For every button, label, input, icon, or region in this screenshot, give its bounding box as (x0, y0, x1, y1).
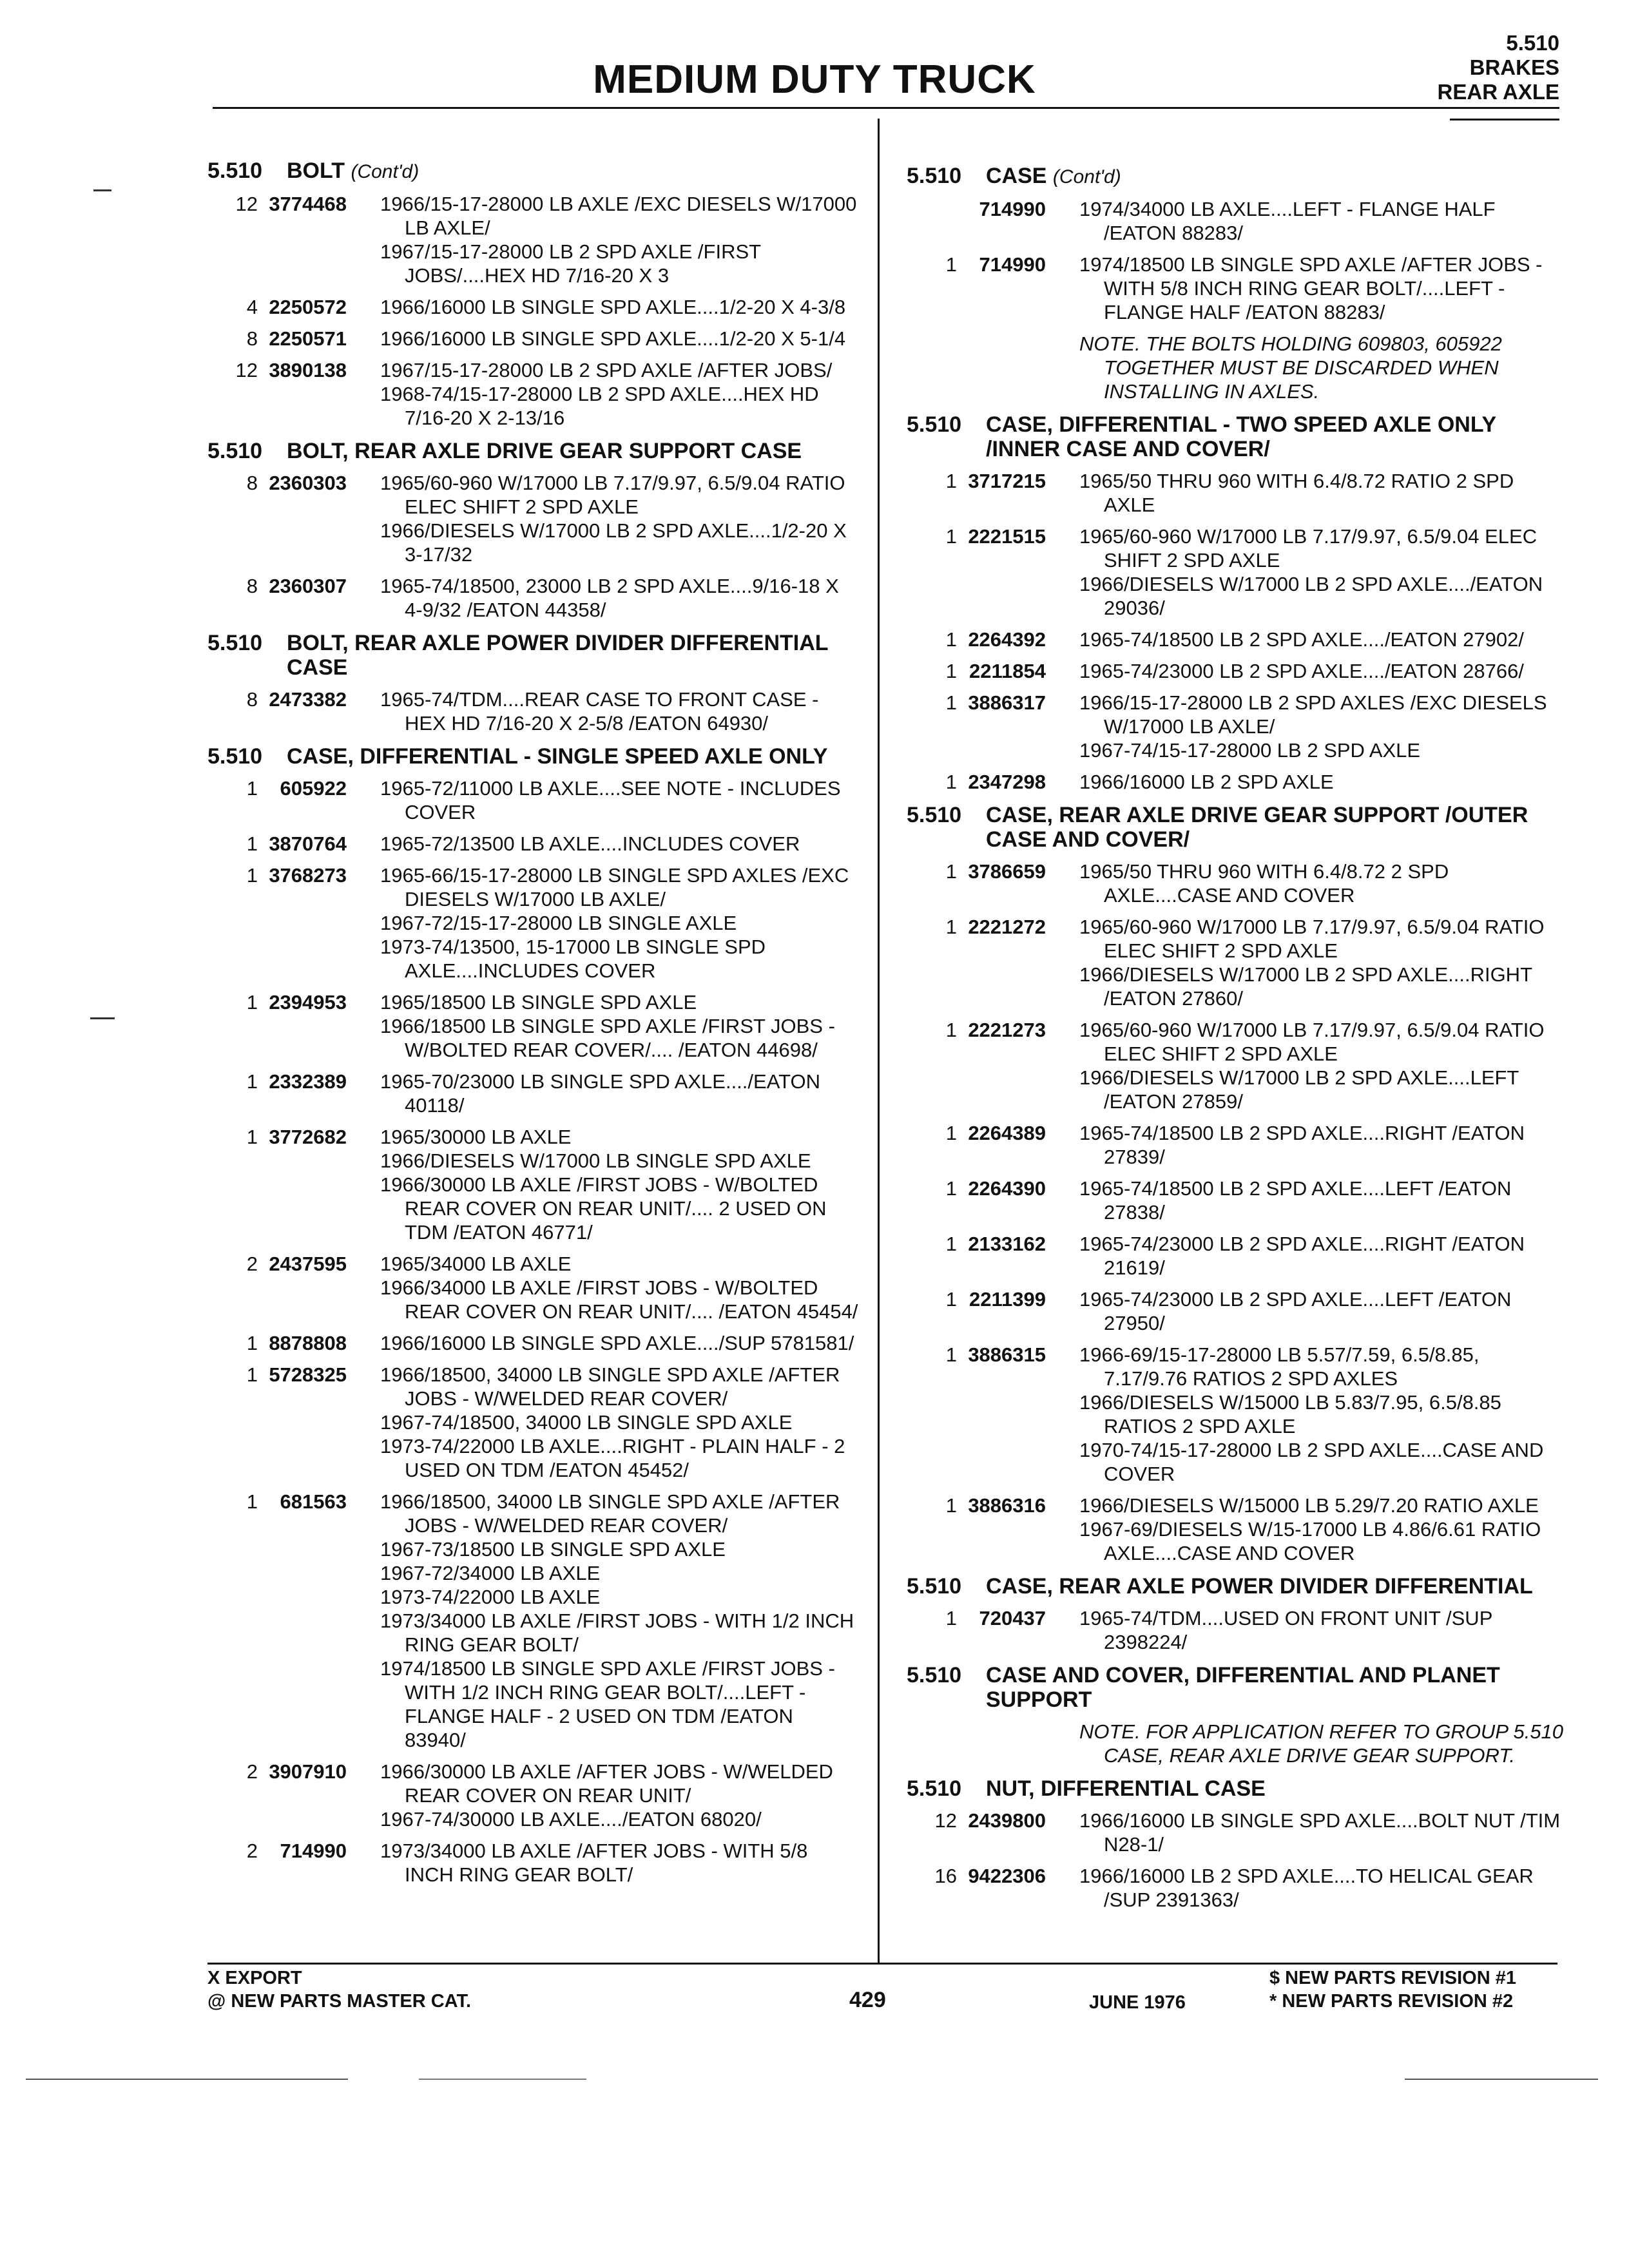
quantity: 8 (246, 472, 258, 494)
quantity: 1 (945, 1343, 957, 1366)
part-number: 3768273 (269, 864, 347, 887)
application-line: 1966/DIESELS W/15000 LB 5.83/7.95, 6.5/8.85 RATIOS 2 SPD AXLE (1079, 1391, 1501, 1437)
descriptions (380, 1252, 858, 1323)
descriptions (1079, 915, 1564, 1010)
part-entry (207, 1490, 858, 1752)
descriptions (380, 192, 858, 287)
quantity: 1 (246, 832, 258, 855)
part-entry (907, 253, 1564, 324)
margin-mark (90, 1017, 115, 1019)
part-entry (907, 1494, 1564, 1565)
section-heading (207, 744, 858, 769)
part-number: 3717215 (968, 470, 1046, 492)
application-line: 1966/DIESELS W/15000 LB 5.29/7.20 RATIO AXLE (1079, 1494, 1539, 1517)
part-number: 2221515 (968, 525, 1046, 548)
section-heading (907, 1663, 1564, 1712)
quantity: 8 (246, 688, 258, 711)
section-heading (907, 803, 1564, 852)
quantity: 1 (945, 691, 957, 714)
part-number: 2211854 (969, 660, 1046, 682)
application-line: 1973-74/13500, 15-17000 LB SINGLE SPD AXLE....INCLUDES COVER (380, 936, 766, 982)
application-line: 1970-74/15-17-28000 LB 2 SPD AXLE....CASE AND COVER (1079, 1439, 1544, 1485)
part-number: 2264392 (968, 628, 1046, 651)
quantity: 1 (246, 777, 258, 800)
application-line: 1967-74/15-17-28000 LB 2 SPD AXLE (1079, 739, 1421, 762)
application-line: 1965-74/18500 LB 2 SPD AXLE....LEFT /EATON 27838/ (1079, 1177, 1512, 1224)
descriptions (380, 327, 858, 351)
footer-rule (207, 1963, 1557, 1965)
section-corner-label (1438, 31, 1559, 104)
part-entry (907, 1121, 1564, 1169)
quantity: 1 (945, 525, 957, 548)
section-title (287, 744, 858, 769)
application-line: 1966/16000 LB SINGLE SPD AXLE..../SUP 5781581/ (380, 1332, 854, 1354)
application-line: 1965-74/23000 LB 2 SPD AXLE..../EATON 28766/ (1079, 660, 1524, 682)
descriptions (1079, 1343, 1564, 1486)
descriptions (380, 1760, 858, 1831)
section-heading (907, 164, 1564, 189)
part-entry (207, 776, 858, 824)
part-entry (207, 832, 858, 856)
application-line: 1965/18500 LB SINGLE SPD AXLE (380, 991, 697, 1014)
part-entry (207, 192, 858, 287)
descriptions (380, 832, 858, 856)
quantity: 2 (246, 1840, 258, 1862)
quantity: 1 (945, 916, 957, 938)
part-number: 3886315 (968, 1343, 1046, 1366)
application-line: 1965-74/18500, 23000 LB 2 SPD AXLE....9/16-18 X 4-9/32 /EATON 44358/ (380, 575, 839, 621)
margin-mark (419, 2079, 586, 2080)
footer-legend-right (1269, 1966, 1516, 2013)
part-number: 2347298 (968, 771, 1046, 793)
footer-legend-left (207, 1966, 471, 2013)
application-line: 1965/50 THRU 960 WITH 6.4/8.72 2 SPD AXLE....CASE AND COVER (1079, 860, 1449, 907)
quantity: 12 (235, 359, 258, 381)
part-number: 714990 (280, 1840, 347, 1862)
section-title-text: CASE AND COVER, DIFFERENTIAL AND PLANET SUPPORT (986, 1663, 1500, 1712)
application-line: 1965-72/11000 LB AXLE....SEE NOTE - INCLUDES COVER (380, 777, 841, 823)
section-title-text: CASE, DIFFERENTIAL - SINGLE SPEED AXLE ONLY (287, 744, 828, 769)
application-line: 1966/DIESELS W/17000 LB 2 SPD AXLE....LEFT /EATON 27859/ (1079, 1066, 1519, 1113)
part-entry (907, 1177, 1564, 1224)
header-rule-right (1450, 119, 1559, 120)
margin-mark (1405, 2079, 1598, 2080)
column-divider (878, 119, 880, 1963)
note-text: NOTE. FOR APPLICATION REFER TO GROUP 5.510 CASE, REAR AXLE DRIVE GEAR SUPPORT. (1079, 1720, 1564, 1767)
margin-mark (26, 2079, 348, 2080)
part-number: 605922 (280, 777, 347, 800)
quantity: 1 (246, 1332, 258, 1354)
descriptions (380, 295, 858, 319)
section-title (986, 1663, 1564, 1712)
quantity: 8 (246, 575, 258, 597)
descriptions (1079, 197, 1564, 245)
quantity: 1 (945, 1288, 957, 1311)
section-heading (907, 1574, 1564, 1599)
application-line: 1974/18500 LB SINGLE SPD AXLE /FIRST JOBS - WITH 1/2 INCH RING GEAR BOLT/....LEFT - FLANGE HALF - 2 USED ON TDM /EATON 83940/ (380, 1657, 835, 1751)
quantity: 1 (945, 1122, 957, 1144)
application-line: 1967-72/34000 LB AXLE (380, 1562, 601, 1584)
descriptions (380, 1331, 858, 1355)
quantity: 1 (945, 660, 957, 682)
part-entry (207, 574, 858, 622)
application-line: 1973-74/22000 LB AXLE (380, 1586, 601, 1608)
descriptions (380, 687, 858, 735)
descriptions (1079, 628, 1564, 651)
quantity: 1 (945, 771, 957, 793)
application-line: 1966/16000 LB 2 SPD AXLE....TO HELICAL GEAR /SUP 2391363/ (1079, 1865, 1534, 1911)
section-title-text: CASE, REAR AXLE DRIVE GEAR SUPPORT /OUTER CASE AND COVER/ (986, 803, 1528, 852)
application-line: 1966/DIESELS W/17000 LB SINGLE SPD AXLE (380, 1149, 811, 1172)
application-line: 1973-74/22000 LB AXLE....RIGHT - PLAIN HALF - 2 USED ON TDM /EATON 45452/ (380, 1435, 845, 1481)
section-number: 5.510 (907, 1574, 962, 1599)
section-number: 5.510 (1506, 31, 1559, 55)
quantity: 1 (246, 1490, 258, 1513)
part-number: 3774468 (269, 193, 347, 215)
part-entry (907, 1287, 1564, 1335)
section-contd: (Cont'd) (1052, 166, 1121, 187)
quantity: 1 (246, 1363, 258, 1386)
section-number: 5.510 (907, 1663, 962, 1687)
subgroup-name: REAR AXLE (1437, 80, 1559, 104)
part-number: 3890138 (269, 359, 347, 381)
application-line: 1965-74/TDM....REAR CASE TO FRONT CASE - HEX HD 7/16-20 X 2-5/8 /EATON 64930/ (380, 688, 819, 735)
section-title (986, 803, 1564, 852)
quantity (907, 197, 957, 245)
part-entry (207, 1839, 858, 1887)
section-number: 5.510 (907, 412, 962, 437)
part-entry (207, 1252, 858, 1323)
part-number: 2133162 (968, 1233, 1046, 1255)
application-line: 1966/30000 LB AXLE /FIRST JOBS - W/BOLTED REAR COVER ON REAR UNIT/.... 2 USED ON TDM /EATON 46771/ (380, 1173, 827, 1244)
part-entry (207, 327, 858, 351)
part-number: 3907910 (269, 1760, 347, 1783)
descriptions (380, 1490, 858, 1752)
descriptions (380, 1363, 858, 1482)
part-entry (207, 1363, 858, 1482)
section-contd: (Cont'd) (351, 161, 419, 182)
part-number: 720437 (979, 1607, 1046, 1629)
section-title-text: CASE, DIFFERENTIAL - TWO SPEED AXLE ONLY /INNER CASE AND COVER/ (986, 412, 1496, 461)
descriptions (1079, 1018, 1564, 1113)
quantity: 1 (945, 860, 957, 883)
descriptions (380, 358, 858, 430)
section-title (986, 1574, 1564, 1599)
quantity: 1 (945, 1607, 957, 1629)
part-number: 714990 (979, 198, 1046, 220)
descriptions (1079, 691, 1564, 762)
part-entry (207, 687, 858, 735)
quantity: 12 (934, 1809, 957, 1832)
part-number: 2332389 (269, 1070, 347, 1093)
application-line: 1974/18500 LB SINGLE SPD AXLE /AFTER JOBS - WITH 5/8 INCH RING GEAR BOLT/....LEFT - FLANGE HALF /EATON 88283/ (1079, 253, 1543, 323)
part-entry (207, 1070, 858, 1117)
section-heading (907, 412, 1564, 461)
part-number: 2473382 (269, 688, 347, 711)
section-number: 5.510 (207, 439, 263, 463)
part-entry (907, 1809, 1564, 1856)
application-line: 1966/DIESELS W/17000 LB 2 SPD AXLE....1/2-20 X 3-17/32 (380, 519, 847, 566)
part-number: 2264389 (968, 1122, 1046, 1144)
quantity: 1 (246, 991, 258, 1014)
part-number: 2439800 (968, 1809, 1046, 1832)
descriptions (1079, 524, 1564, 620)
quantity: 1 (246, 864, 258, 887)
legend-export: X EXPORT (207, 1968, 302, 1988)
quantity: 1 (945, 1019, 957, 1041)
part-number: 2394953 (269, 991, 347, 1014)
descriptions (1079, 469, 1564, 517)
section-title-text: CASE (986, 164, 1047, 188)
part-number: 2250572 (269, 296, 347, 318)
part-entry (207, 863, 858, 983)
quantity: 1 (945, 1177, 957, 1200)
part-entry (907, 770, 1564, 794)
quantity: 4 (246, 296, 258, 318)
part-entry (907, 1343, 1564, 1486)
quantity: 1 (945, 628, 957, 651)
part-number: 2360303 (269, 472, 347, 494)
section-number: 5.510 (207, 744, 263, 769)
quantity: 1 (246, 1070, 258, 1093)
descriptions (380, 574, 858, 622)
application-line: 1967/15-17-28000 LB 2 SPD AXLE /FIRST JOBS/....HEX HD 7/16-20 X 3 (380, 240, 761, 287)
quantity: 12 (235, 193, 258, 215)
descriptions (1079, 1121, 1564, 1169)
application-line: 1965/60-960 W/17000 LB 7.17/9.97, 6.5/9.04 RATIO ELEC SHIFT 2 SPD AXLE (380, 472, 845, 518)
legend-revision-1: $ NEW PARTS REVISION #1 (1269, 1968, 1516, 1988)
quantity: 1 (945, 1494, 957, 1517)
left-column (207, 149, 858, 1894)
section-heading (907, 1776, 1564, 1801)
section-title-text: BOLT, REAR AXLE POWER DIVIDER DIFFERENTIAL CASE (287, 631, 828, 680)
descriptions (380, 1125, 858, 1244)
part-entry (207, 1125, 858, 1244)
application-line: 1965/30000 LB AXLE (380, 1126, 572, 1148)
application-line: 1967-69/DIESELS W/15-17000 LB 4.86/6.61 RATIO AXLE....CASE AND COVER (1079, 1518, 1541, 1564)
header-rule (213, 107, 1559, 109)
part-entry (907, 1232, 1564, 1280)
application-line: 1965-66/15-17-28000 LB SINGLE SPD AXLES /EXC DIESELS W/17000 LB AXLE/ (380, 864, 849, 910)
part-entry (907, 628, 1564, 651)
legend-master-cat: @ NEW PARTS MASTER CAT. (207, 1991, 472, 2012)
application-line: 1965-70/23000 LB SINGLE SPD AXLE..../EATON 40118/ (380, 1070, 820, 1117)
application-line: 1965/34000 LB AXLE (380, 1253, 572, 1275)
section-number: 5.510 (907, 1776, 962, 1801)
section-number: 5.510 (207, 631, 263, 655)
application-line: 1965-74/18500 LB 2 SPD AXLE....RIGHT /EATON 27839/ (1079, 1122, 1525, 1168)
application-line: 1966/16000 LB SINGLE SPD AXLE....BOLT NUT /TIM N28-1/ (1079, 1809, 1561, 1856)
part-entry (907, 915, 1564, 1010)
quantity: 1 (246, 1126, 258, 1148)
quantity: 1 (945, 1233, 957, 1255)
part-entry (907, 1864, 1564, 1912)
section-title (986, 1776, 1564, 1801)
application-line: 1966/18500, 34000 LB SINGLE SPD AXLE /AFTER JOBS - W/WELDED REAR COVER/ (380, 1490, 840, 1537)
part-number: 2221273 (968, 1019, 1046, 1041)
section-title-text: BOLT, REAR AXLE DRIVE GEAR SUPPORT CASE (287, 439, 802, 463)
margin-mark (93, 189, 111, 191)
part-number: 9422306 (968, 1865, 1046, 1887)
application-line: 1965-74/TDM....USED ON FRONT UNIT /SUP 2398224/ (1079, 1607, 1492, 1653)
application-line: 1966/16000 LB SINGLE SPD AXLE....1/2-20 X 5-1/4 (380, 327, 846, 350)
application-line: 1965-74/23000 LB 2 SPD AXLE....LEFT /EATON 27950/ (1079, 1288, 1512, 1334)
application-line: 1965/60-960 W/17000 LB 7.17/9.97, 6.5/9.04 RATIO ELEC SHIFT 2 SPD AXLE (1079, 1019, 1545, 1065)
application-line: 1968-74/15-17-28000 LB 2 SPD AXLE....HEX HD 7/16-20 X 2-13/16 (380, 383, 819, 429)
part-entry (907, 469, 1564, 517)
section-heading (207, 439, 858, 463)
application-line: 1966/15-17-28000 LB AXLE /EXC DIESELS W/17000 LB AXLE/ (380, 193, 857, 239)
application-line: 1965-74/18500 LB 2 SPD AXLE..../EATON 27902/ (1079, 628, 1524, 651)
descriptions (380, 1839, 858, 1887)
section-title (287, 439, 858, 463)
section-number: 5.510 (207, 159, 263, 183)
part-entry (207, 471, 858, 566)
application-line: 1966/30000 LB AXLE /AFTER JOBS - W/WELDED REAR COVER ON REAR UNIT/ (380, 1760, 833, 1807)
application-line: 1965-74/23000 LB 2 SPD AXLE....RIGHT /EATON 21619/ (1079, 1233, 1525, 1279)
page-number: 429 (849, 1988, 886, 2012)
part-number: 3772682 (269, 1126, 347, 1148)
application-line: 1967-74/30000 LB AXLE..../EATON 68020/ (380, 1808, 762, 1831)
application-line: 1966/16000 LB SINGLE SPD AXLE....1/2-20 X 4-3/8 (380, 296, 846, 318)
quantity: 2 (246, 1253, 258, 1275)
descriptions (1079, 1287, 1564, 1335)
section-heading (207, 631, 858, 680)
part-number: 2221272 (968, 916, 1046, 938)
application-line: 1967-73/18500 LB SINGLE SPD AXLE (380, 1538, 726, 1561)
descriptions (1079, 659, 1564, 683)
section-title (986, 164, 1564, 189)
section-title-text: CASE, REAR AXLE POWER DIVIDER DIFFERENTIAL (986, 1574, 1533, 1599)
part-number: 3786659 (968, 860, 1046, 883)
application-line: 1965/60-960 W/17000 LB 7.17/9.97, 6.5/9.04 ELEC SHIFT 2 SPD AXLE (1079, 525, 1537, 572)
part-number: 3870764 (269, 832, 347, 855)
descriptions (1079, 253, 1564, 324)
quantity: 2 (246, 1760, 258, 1783)
section-number: 5.510 (907, 803, 962, 827)
descriptions (1079, 1864, 1564, 1912)
application-line: 1967-74/18500, 34000 LB SINGLE SPD AXLE (380, 1411, 793, 1434)
descriptions (380, 1070, 858, 1117)
page-title: MEDIUM DUTY TRUCK (593, 57, 1036, 102)
descriptions (1079, 1232, 1564, 1280)
application-line: 1974/34000 LB AXLE....LEFT - FLANGE HALF /EATON 88283/ (1079, 198, 1496, 244)
part-entry (207, 358, 858, 430)
part-number: 3886317 (968, 691, 1046, 714)
descriptions (1079, 860, 1564, 907)
application-line: 1967-72/15-17-28000 LB SINGLE AXLE (380, 912, 737, 934)
right-column (907, 155, 1564, 1919)
application-line: 1965/60-960 W/17000 LB 7.17/9.97, 6.5/9.04 RATIO ELEC SHIFT 2 SPD AXLE (1079, 916, 1545, 962)
part-number: 2437595 (269, 1253, 347, 1275)
section-title-text: NUT, DIFFERENTIAL CASE (986, 1776, 1266, 1801)
part-number: 3886316 (968, 1494, 1046, 1517)
legend-revision-2: * NEW PARTS REVISION #2 (1269, 1991, 1514, 2012)
part-entry (207, 1760, 858, 1831)
part-number: 2360307 (269, 575, 347, 597)
part-entry (907, 197, 1564, 245)
application-line: 1965/50 THRU 960 WITH 6.4/8.72 RATIO 2 SPD AXLE (1079, 470, 1514, 516)
application-line: 1973/34000 LB AXLE /FIRST JOBS - WITH 1/2 INCH RING GEAR BOLT/ (380, 1610, 854, 1656)
application-line: 1965-72/13500 LB AXLE....INCLUDES COVER (380, 832, 800, 855)
publication-date: JUNE 1976 (1089, 1992, 1186, 2013)
quantity: 1 (945, 470, 957, 492)
descriptions (1079, 1494, 1564, 1565)
descriptions (380, 863, 858, 983)
part-entry (907, 659, 1564, 683)
part-entry (207, 1331, 858, 1355)
quantity: 8 (246, 327, 258, 350)
part-number: 714990 (979, 253, 1046, 276)
section-number: 5.510 (907, 164, 962, 188)
part-number: 2264390 (968, 1177, 1046, 1200)
part-entry (907, 1606, 1564, 1654)
part-entry (907, 860, 1564, 907)
part-entry (207, 990, 858, 1062)
quantity: 1 (945, 253, 957, 276)
application-line: 1967/15-17-28000 LB 2 SPD AXLE /AFTER JOBS/ (380, 359, 833, 381)
application-line: 1966-69/15-17-28000 LB 5.57/7.59, 6.5/8.85, 7.17/9.76 RATIOS 2 SPD AXLES (1079, 1343, 1480, 1390)
descriptions (1079, 770, 1564, 794)
group-name: BRAKES (1469, 55, 1559, 79)
descriptions (380, 990, 858, 1062)
part-entry (907, 1018, 1564, 1113)
section-title (287, 631, 858, 680)
part-entry (207, 295, 858, 319)
descriptions (380, 776, 858, 824)
quantity: 16 (934, 1865, 957, 1887)
descriptions (380, 471, 858, 566)
part-number: 5728325 (269, 1363, 347, 1386)
section-title (986, 412, 1564, 461)
section-title-text: BOLT (287, 159, 345, 183)
note-text: NOTE. THE BOLTS HOLDING 609803, 605922 TOGETHER MUST BE DISCARDED WHEN INSTALLING IN AXLES. (1079, 332, 1502, 403)
part-entry (907, 524, 1564, 620)
part-number: 2250571 (269, 327, 347, 350)
section-title (287, 159, 858, 184)
descriptions (1079, 1177, 1564, 1224)
part-number: 2211399 (969, 1288, 1046, 1311)
application-line: 1966/34000 LB AXLE /FIRST JOBS - W/BOLTED REAR COVER ON REAR UNIT/.... /EATON 45454/ (380, 1276, 858, 1323)
application-line: 1973/34000 LB AXLE /AFTER JOBS - WITH 5/8 INCH RING GEAR BOLT/ (380, 1840, 808, 1886)
descriptions (1079, 1606, 1564, 1654)
part-number: 8878808 (269, 1332, 347, 1354)
section-heading (207, 159, 858, 184)
application-line: 1966/DIESELS W/17000 LB 2 SPD AXLE....RIGHT /EATON 27860/ (1079, 963, 1532, 1010)
descriptions (1079, 1809, 1564, 1856)
application-line: 1966/18500 LB SINGLE SPD AXLE /FIRST JOBS - W/BOLTED REAR COVER/.... /EATON 44698/ (380, 1015, 835, 1061)
application-line: 1966/16000 LB 2 SPD AXLE (1079, 771, 1334, 793)
application-line: 1966/18500, 34000 LB SINGLE SPD AXLE /AFTER JOBS - W/WELDED REAR COVER/ (380, 1363, 840, 1410)
application-line: 1966/15-17-28000 LB 2 SPD AXLES /EXC DIESELS W/17000 LB AXLE/ (1079, 691, 1547, 738)
part-entry (907, 691, 1564, 762)
application-line: 1966/DIESELS W/17000 LB 2 SPD AXLE..../EATON 29036/ (1079, 573, 1543, 619)
part-number: 681563 (280, 1490, 347, 1513)
